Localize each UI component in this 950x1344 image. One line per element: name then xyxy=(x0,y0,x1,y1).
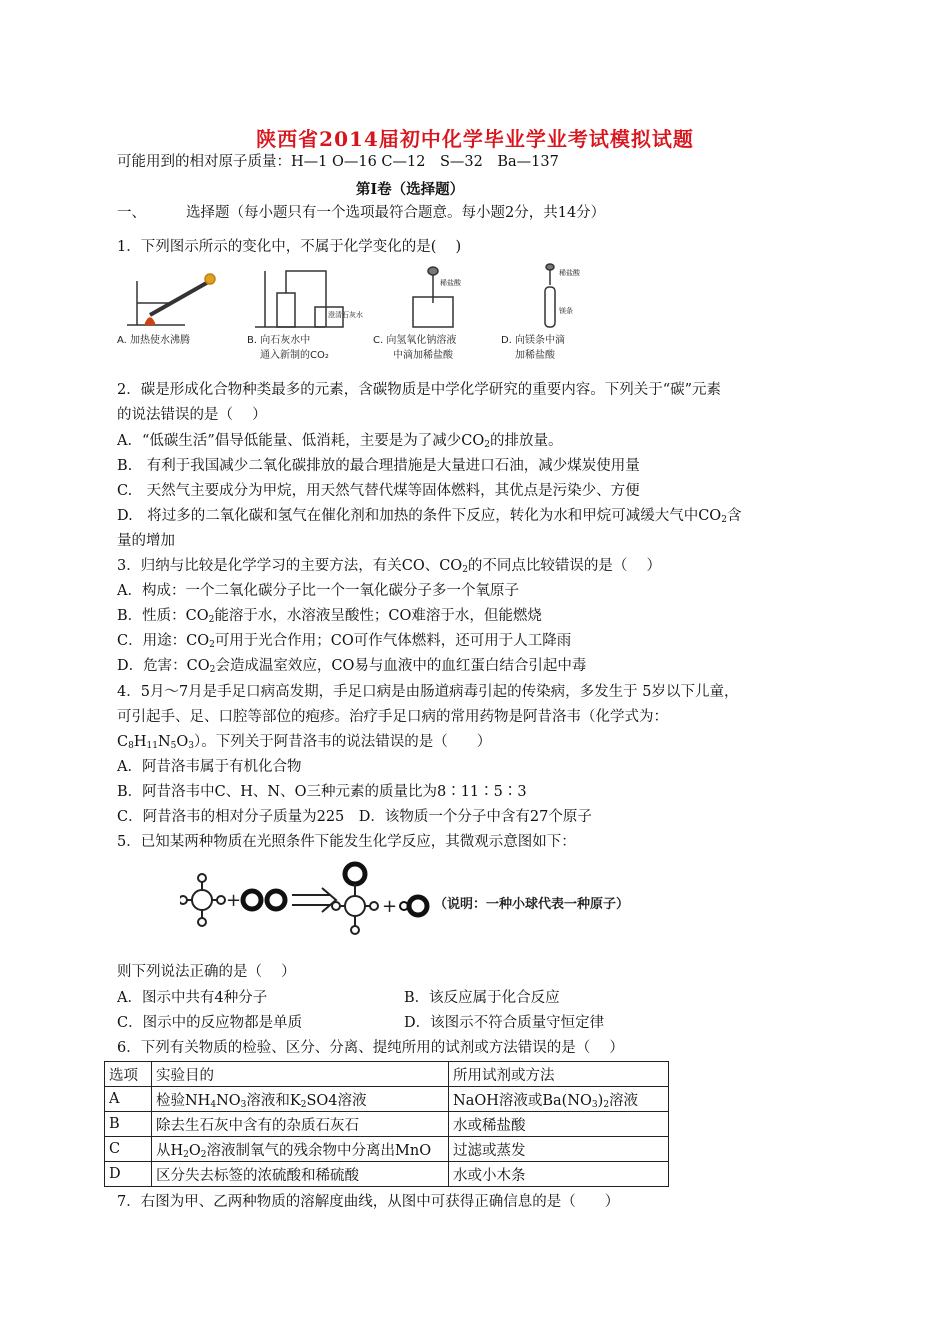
table-header-cell: 实验目的 xyxy=(152,1062,449,1087)
q5-reactant-molecule-2 xyxy=(243,891,285,909)
table-cell-option: C xyxy=(105,1137,152,1162)
exam-title: 陕西省2014届初中化学毕业学业考试模拟试题 xyxy=(256,127,694,151)
q5-arrow xyxy=(292,888,336,912)
table-row xyxy=(105,1137,669,1162)
table-cell-option: D xyxy=(105,1162,152,1187)
part1-title: 第Ⅰ卷（选择题） xyxy=(355,181,465,198)
q5-product-molecule-1 xyxy=(332,864,378,934)
q5-option-a: A．图示中共有4种分子 xyxy=(117,990,268,1006)
q4-stem-1: 4．5月～7月是手足口病高发期，手足口病是由肠道病毒引起的传染病，多发生于 5岁以下儿童， xyxy=(117,684,739,700)
q2-stem-2: 的说法错误的是（ ） xyxy=(117,407,267,423)
table-cell-goal: 检验$NH_4NO_3$溶液和$K_2SO4$溶液 xyxy=(152,1087,449,1112)
q3-stem: 3．归纳与比较是化学学习的主要方法，有关CO、$CO_2$的不同点比较错误的是（ ） xyxy=(117,558,662,575)
q4-option-cd: C．阿昔洛韦的相对分子质量为225 D．该物质一个分子中含有27个原子 xyxy=(117,809,592,825)
q5-option-c: C．图示中的反应物都是单质 xyxy=(117,1015,303,1031)
q6-table xyxy=(104,1061,669,1187)
q4-option-a: A．阿昔洛韦属于有机化合物 xyxy=(117,759,302,775)
q1-figure-d-apparatus xyxy=(545,264,555,327)
section1-num: 一、 xyxy=(117,205,146,221)
q5-note: （说明：一种小球代表一种原子） xyxy=(434,897,630,912)
table-cell-method: 水或稀盐酸 xyxy=(449,1112,669,1137)
table-cell-method: 过滤或蒸发 xyxy=(449,1137,669,1162)
q4-stem-2: 可引起手、足、口腔等部位的疱疹。治疗手足口病的常用药物是阿昔洛韦（化学式为： xyxy=(117,709,668,725)
table-cell-goal: 从$H_2O_2$溶液制氧气的残余物中分离出MnO xyxy=(152,1137,449,1162)
table-cell-goal: 除去生石灰中含有的杂质石灰石 xyxy=(152,1112,449,1137)
table-cell-goal: 区分失去标签的浓硫酸和稀硫酸 xyxy=(152,1162,449,1187)
q2-option-b: B. 有利于我国减少二氧化碳排放的最合理措施是大量进口石油，减少煤炭使用量 xyxy=(117,458,640,474)
table-row xyxy=(105,1087,669,1112)
q2-option-d: D. 将过多的二氧化碳和氢气在催化剂和加热的条件下反应，转化为水和甲烷可减缓大气中$CO_2$含 xyxy=(117,508,742,525)
section1-heading xyxy=(117,203,605,223)
table-header-cell: 所用试剂或方法 xyxy=(449,1062,669,1087)
svg-text:+: + xyxy=(382,896,398,917)
q1-caption-b2: 通入新制的CO₂ xyxy=(260,350,329,361)
q5-option-b: B．该反应属于化合反应 xyxy=(404,990,560,1006)
q1-label-limewater: 澄清石灰水 xyxy=(328,311,363,319)
table-header-row xyxy=(105,1062,669,1087)
atomic-mass-line: 可能用到的相对原子质量：H—1 O—16 C—12 S—32 Ba—137 xyxy=(117,154,559,170)
q2-stem-1: 2．碳是形成化合物种类最多的元素，含碳物质是中学化学研究的重要内容。下列关于“碳”元素 xyxy=(117,382,722,398)
q4-option-b: B．阿昔洛韦中C、H、N、O三种元素的质量比为8∶11∶5∶3 xyxy=(117,784,527,800)
q1-figure-c-apparatus xyxy=(413,267,453,327)
table-cell-method: 水或小木条 xyxy=(449,1162,669,1187)
q1-figure xyxy=(115,263,615,363)
table-cell-option: A xyxy=(105,1087,152,1112)
table-row xyxy=(105,1112,669,1137)
q1-caption-c1: C. 向氢氧化钠溶液 xyxy=(373,335,457,346)
q5-option-d: D．该图示不符合质量守恒定律 xyxy=(404,1015,605,1031)
q5-then: 则下列说法正确的是（ ） xyxy=(117,964,296,980)
q1-label-mg: 镁条 xyxy=(559,307,573,315)
q3-option-d: D．危害：$CO_2$会造成温室效应，CO易与血液中的血红蛋白结合引起中毒 xyxy=(117,658,587,675)
q1-label-acid: 稀盐酸 xyxy=(440,279,461,287)
q1-label-acid-d: 稀盐酸 xyxy=(559,269,580,277)
q7-stem: 7．右图为甲、乙两种物质的溶解度曲线，从图中可获得正确信息的是（ ） xyxy=(117,1194,620,1210)
q1-caption-d1: D. 向镁条中滴 xyxy=(501,335,566,346)
q4-stem-3: $C_8H_{11}N_5O_3$）。下列关于阿昔洛韦的说法错误的是（ ） xyxy=(117,734,492,751)
table-cell-method: NaOH溶液或$Ba(NO_3)_2$溶液 xyxy=(449,1087,669,1112)
q2-option-a: A．“低碳生活”倡导低能量、低消耗，主要是为了减少$CO_2$的排放量。 xyxy=(117,433,563,450)
q1-figure-a-apparatus xyxy=(127,274,215,325)
q5-product-molecule-2 xyxy=(400,897,427,915)
table-cell-option: B xyxy=(105,1112,152,1137)
q1-caption-b1: B. 向石灰水中 xyxy=(247,335,311,346)
q1-stem: 1．下列图示所示的变化中，不属于化学变化的是( ) xyxy=(117,239,462,255)
q5-reactant-molecule-1 xyxy=(180,874,225,926)
q6-stem: 6．下列有关物质的检验、区分、分离、提纯所用的试剂或方法错误的是（ ） xyxy=(117,1040,624,1056)
q3-option-c: C．用途：$CO_2$可用于光合作用；CO可作气体燃料，还可用于人工降雨 xyxy=(117,633,572,650)
table-header-cell: 选项 xyxy=(105,1062,152,1087)
table-row xyxy=(105,1162,669,1187)
q5-stem: 5．已知某两种物质在光照条件下能发生化学反应，其微观示意图如下： xyxy=(117,834,576,850)
q5-reaction-diagram xyxy=(180,858,640,948)
q2-option-d-cont: 量的增加 xyxy=(117,533,175,549)
q1-caption-d2: 加稀盐酸 xyxy=(515,350,555,361)
q1-caption-a: A. 加热使水沸腾 xyxy=(117,335,191,346)
q3-option-b: B．性质：$CO_2$能溶于水，水溶液呈酸性；CO难溶于水，但能燃烧 xyxy=(117,608,542,625)
q2-option-c: C. 天然气主要成分为甲烷，用天然气替代煤等固体燃料，其优点是污染少、方便 xyxy=(117,483,640,499)
section1-text: 选择题（每小题只有一个选项最符合题意。每小题2分，共14分） xyxy=(186,205,606,221)
q3-option-a: A．构成：一个二氧化碳分子比一个一氧化碳分子多一个氧原子 xyxy=(117,583,519,599)
q1-caption-c2: 中滴加稀盐酸 xyxy=(393,350,453,361)
svg-text:+: + xyxy=(226,890,242,911)
